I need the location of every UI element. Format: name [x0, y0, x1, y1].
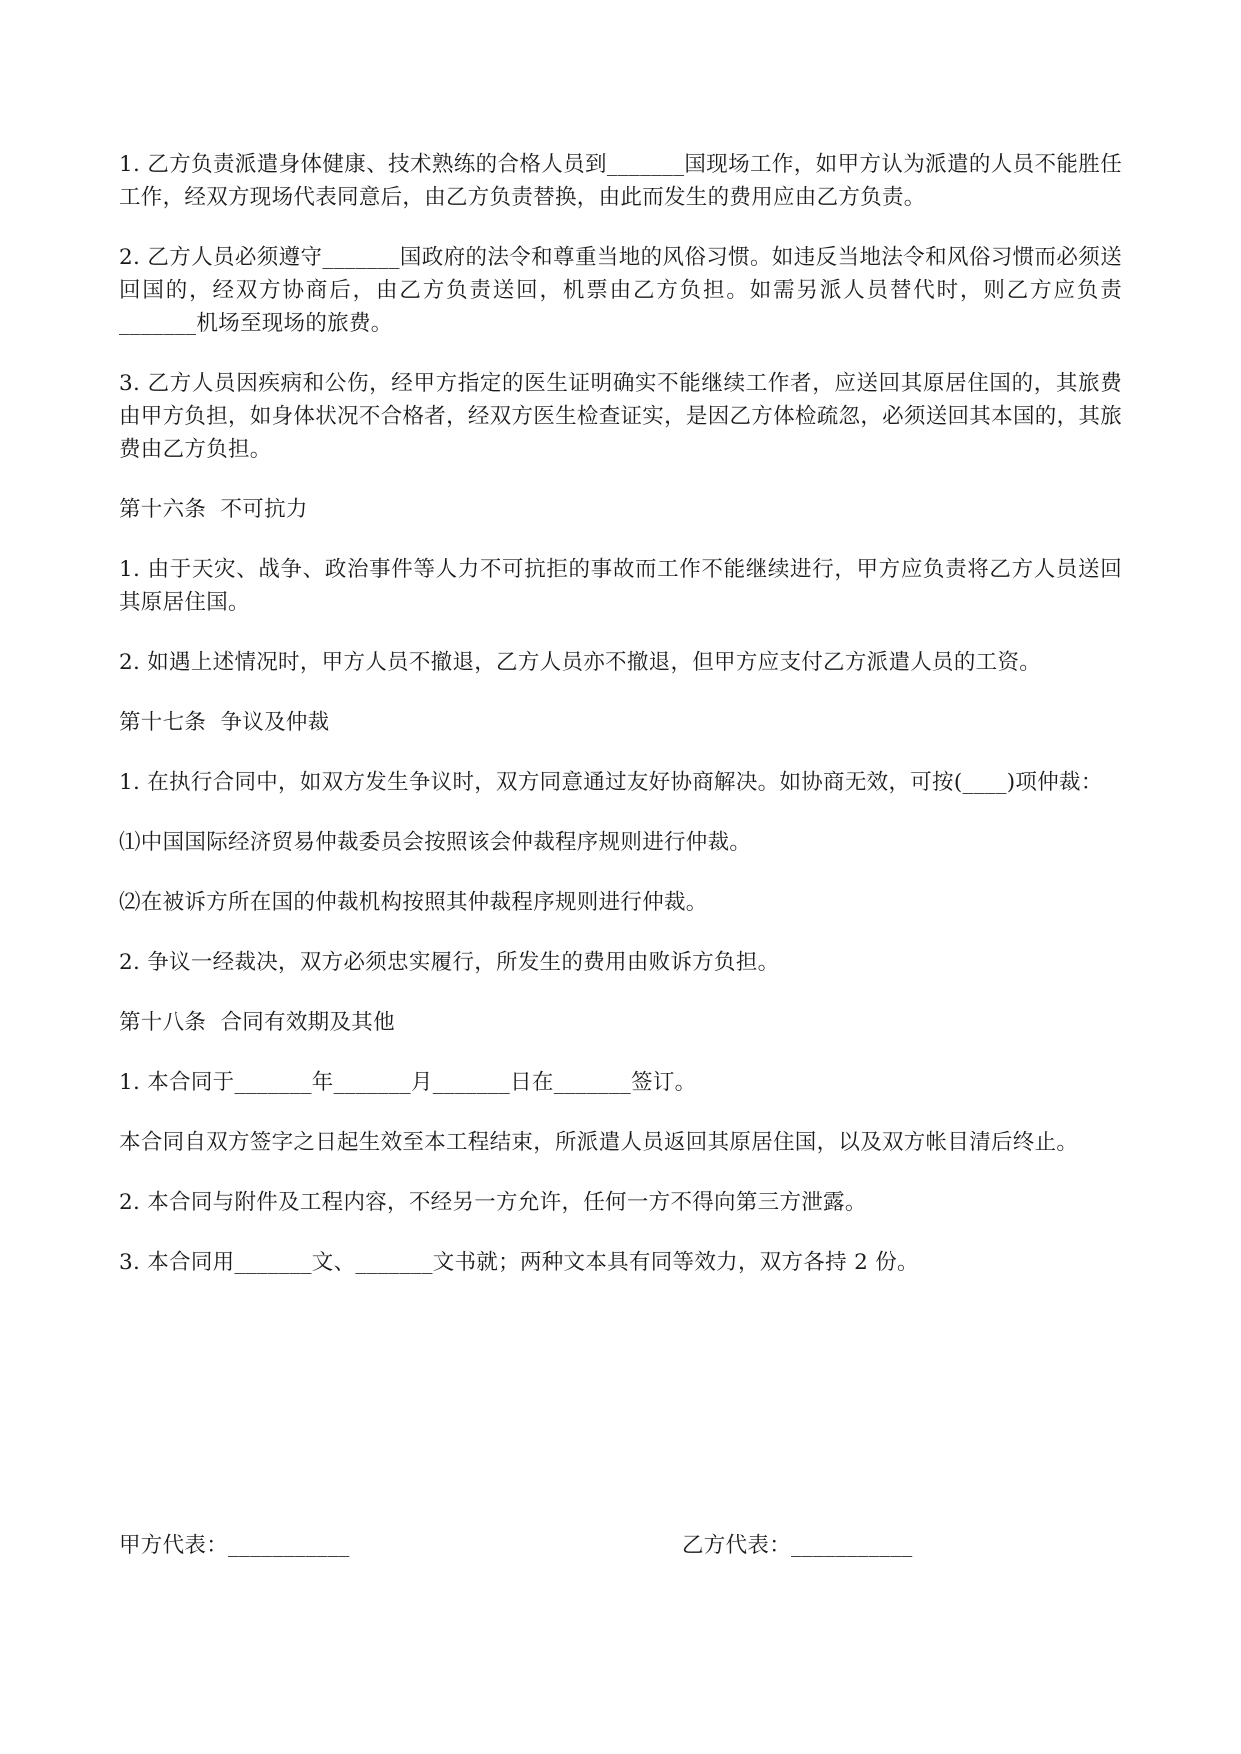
article-18-heading: 第十八条 合同有效期及其他	[119, 1010, 395, 1035]
clause-15-item-2: 2. 乙方人员必须遵守_______国政府的法令和尊重当地的风俗习惯。如违反当地法令和风俗习惯而必须送回国的，经双方协商后，由乙方负责送回，机票由乙方负担。如需另派人员替代时，则乙方应负责_______机场至现场的旅费。	[119, 245, 1122, 336]
clause-18-validity: 本合同自双方签字之日起生效至本工程结束，所派遣人员返回其原居住国，以及双方帐目清后终止。	[119, 1130, 1079, 1155]
signature-row	[119, 1529, 1122, 1565]
party-a-signature: 甲方代表：___________	[119, 1533, 350, 1558]
article-16-heading: 第十六条 不可抗力	[119, 497, 308, 522]
clause-17-item-2: 2. 争议一经裁决，双方必须忠实履行，所发生的费用由败诉方负担。	[119, 950, 780, 975]
clause-16-item-2: 2. 如遇上述情况时，甲方人员不撤退，乙方人员亦不撤退，但甲方应支付乙方派遣人员的工资。	[119, 650, 1042, 675]
arbitration-option-1: ⑴中国国际经济贸易仲裁委员会按照该会仲裁程序规则进行仲裁。	[119, 830, 752, 855]
contract-page	[119, 148, 1122, 1279]
article-17-heading: 第十七条 争议及仲裁	[119, 710, 330, 735]
party-b-signature: 乙方代表：___________	[682, 1533, 913, 1558]
clause-17-item-1: 1. 在执行合同中，如双方发生争议时，双方同意通过友好协商解决。如协商无效，可按(____)项仲裁：	[119, 770, 1103, 795]
clause-15-item-3: 3. 乙方人员因疾病和公伤，经甲方指定的医生证明确实不能继续工作者，应送回其原居住国的，其旅费由甲方负担，如身体状况不合格者，经双方医生检查证实，是因乙方体检疏忽，必须送回其本国的，其旅费由乙方负担。	[119, 371, 1122, 462]
clause-18-item-1: 1. 本合同于_______年_______月_______日在_______签订。	[119, 1070, 697, 1095]
clause-18-item-2: 2. 本合同与附件及工程内容，不经另一方允许，任何一方不得向第三方泄露。	[119, 1190, 867, 1215]
arbitration-option-2: ⑵在被诉方所在国的仲裁机构按照其仲裁程序规则进行仲裁。	[119, 890, 708, 915]
clause-18-item-3: 3. 本合同用_______文、_______文书就；两种文本具有同等效力，双方各持 2 份。	[119, 1250, 919, 1275]
clause-16-item-1: 1. 由于天灾、战争、政治事件等人力不可抗拒的事故而工作不能继续进行，甲方应负责将乙方人员送回其原居住国。	[119, 557, 1122, 615]
clause-15-item-1: 1. 乙方负责派遣身体健康、技术熟练的合格人员到_______国现场工作，如甲方认为派遣的人员不能胜任工作，经双方现场代表同意后，由乙方负责替换，由此而发生的费用应由乙方负责。	[119, 152, 1122, 210]
